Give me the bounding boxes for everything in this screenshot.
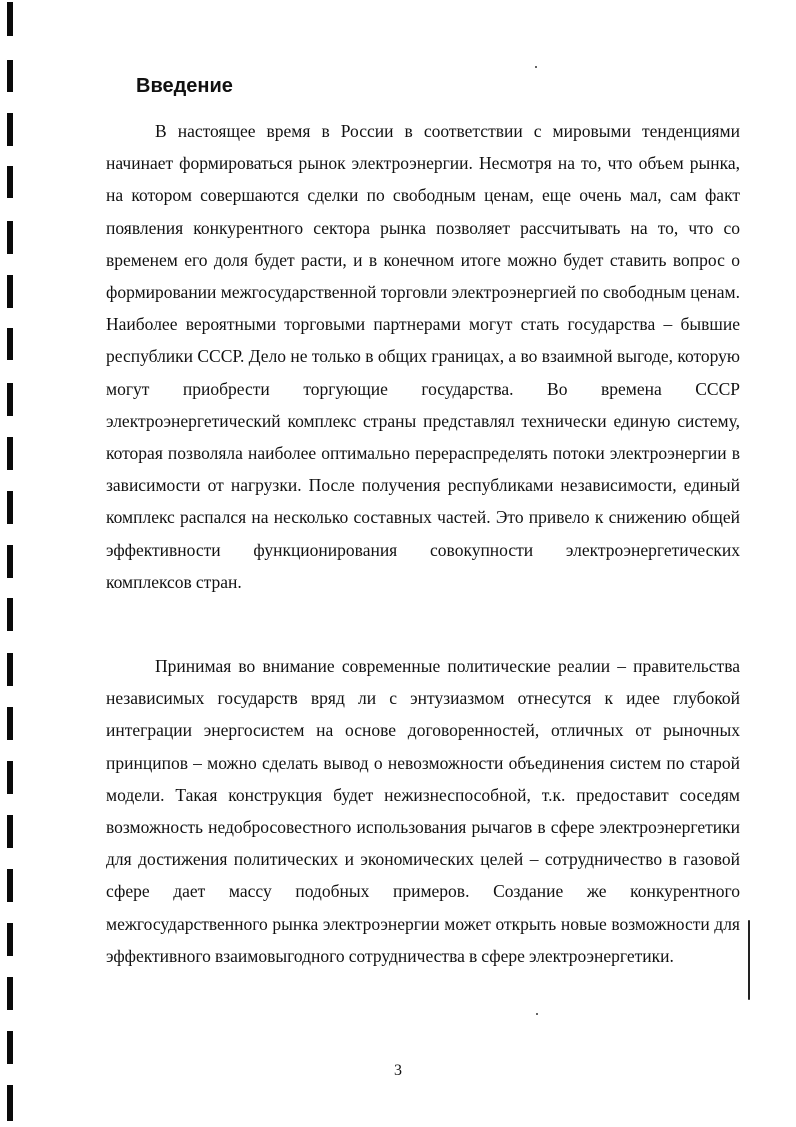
binding-mark: [7, 491, 13, 524]
binding-mark: [7, 383, 13, 416]
binding-mark: [7, 1085, 13, 1121]
binding-mark: [7, 869, 13, 902]
binding-mark: [7, 328, 13, 360]
binding-mark: [7, 977, 13, 1010]
binding-mark: [7, 1031, 13, 1064]
page-number: 3: [394, 1062, 402, 1079]
binding-mark: [7, 815, 13, 848]
binding-mark: [7, 653, 13, 686]
section-heading: Введение: [136, 75, 233, 97]
binding-mark: [7, 221, 13, 254]
binding-mark: [7, 707, 13, 740]
binding-mark: [7, 437, 13, 470]
margin-pen-mark: [748, 920, 750, 1000]
binding-holes-strip: [0, 0, 16, 1127]
binding-mark: [7, 923, 13, 956]
scan-speck: [535, 66, 537, 68]
scan-speck: [536, 1013, 538, 1015]
binding-mark: [7, 113, 13, 146]
binding-mark: [7, 2, 13, 36]
body-paragraph-2: Принимая во внимание современные политические реалии – правительства независимых государств вряд ли с энтузиазмом отнесутся к идее глубокой интеграции энергосистем на основе договоренностей, отличных от рыночных принципов – можно сделать вывод о невозможности объединения систем по старой модели. Такая конструкция будет нежизнеспособной, т.к. предоставит соседям возможность недобросовестного использования рычагов в сфере электроэнергетики для достижения политических и экономических целей – сотрудничество в газовой сфере дает массу подобных примеров. Создание же конкурентного межгосударственного рынка электроэнергии может открыть новые возможности для эффективного взаимовыгодного сотрудничества в сфере электроэнергетики.: [106, 656, 740, 966]
body-paragraph-1: В настоящее время в России в соответствии с мировыми тенденциями начинает формироваться рынок электроэнергии. Несмотря на то, что объем рынка, на котором совершаются сделки по свободным ценам, еще очень мал, сам факт появления конкурентного сектора рынка позволяет рассчитывать на то, что со временем его доля будет расти, и в конечном итоге можно будет ставить вопрос о формировании межгосударственной торговли электроэнергией по свободным ценам. Наиболее вероятными торговыми партнерами могут стать государства – бывшие республики СССР. Дело не только в общих границах, а во взаимной выгоде, которую могут приобрести торгующие государства. Во времена СССР электроэнергетический комплекс страны представлял технически единую систему, которая позволяла наиболее оптимально перераспределять потоки электроэнергии в зависимости от нагрузки. После получения республиками независимости, единый комплекс распался на несколько составных частей. Это привело к снижению общей эффективности функционирования совокупности электроэнергетических комплексов стран.: [106, 121, 740, 592]
binding-mark: [7, 598, 13, 631]
binding-mark: [7, 761, 13, 794]
binding-mark: [7, 275, 13, 308]
binding-mark: [7, 166, 13, 198]
binding-mark: [7, 60, 13, 92]
binding-mark: [7, 545, 13, 578]
